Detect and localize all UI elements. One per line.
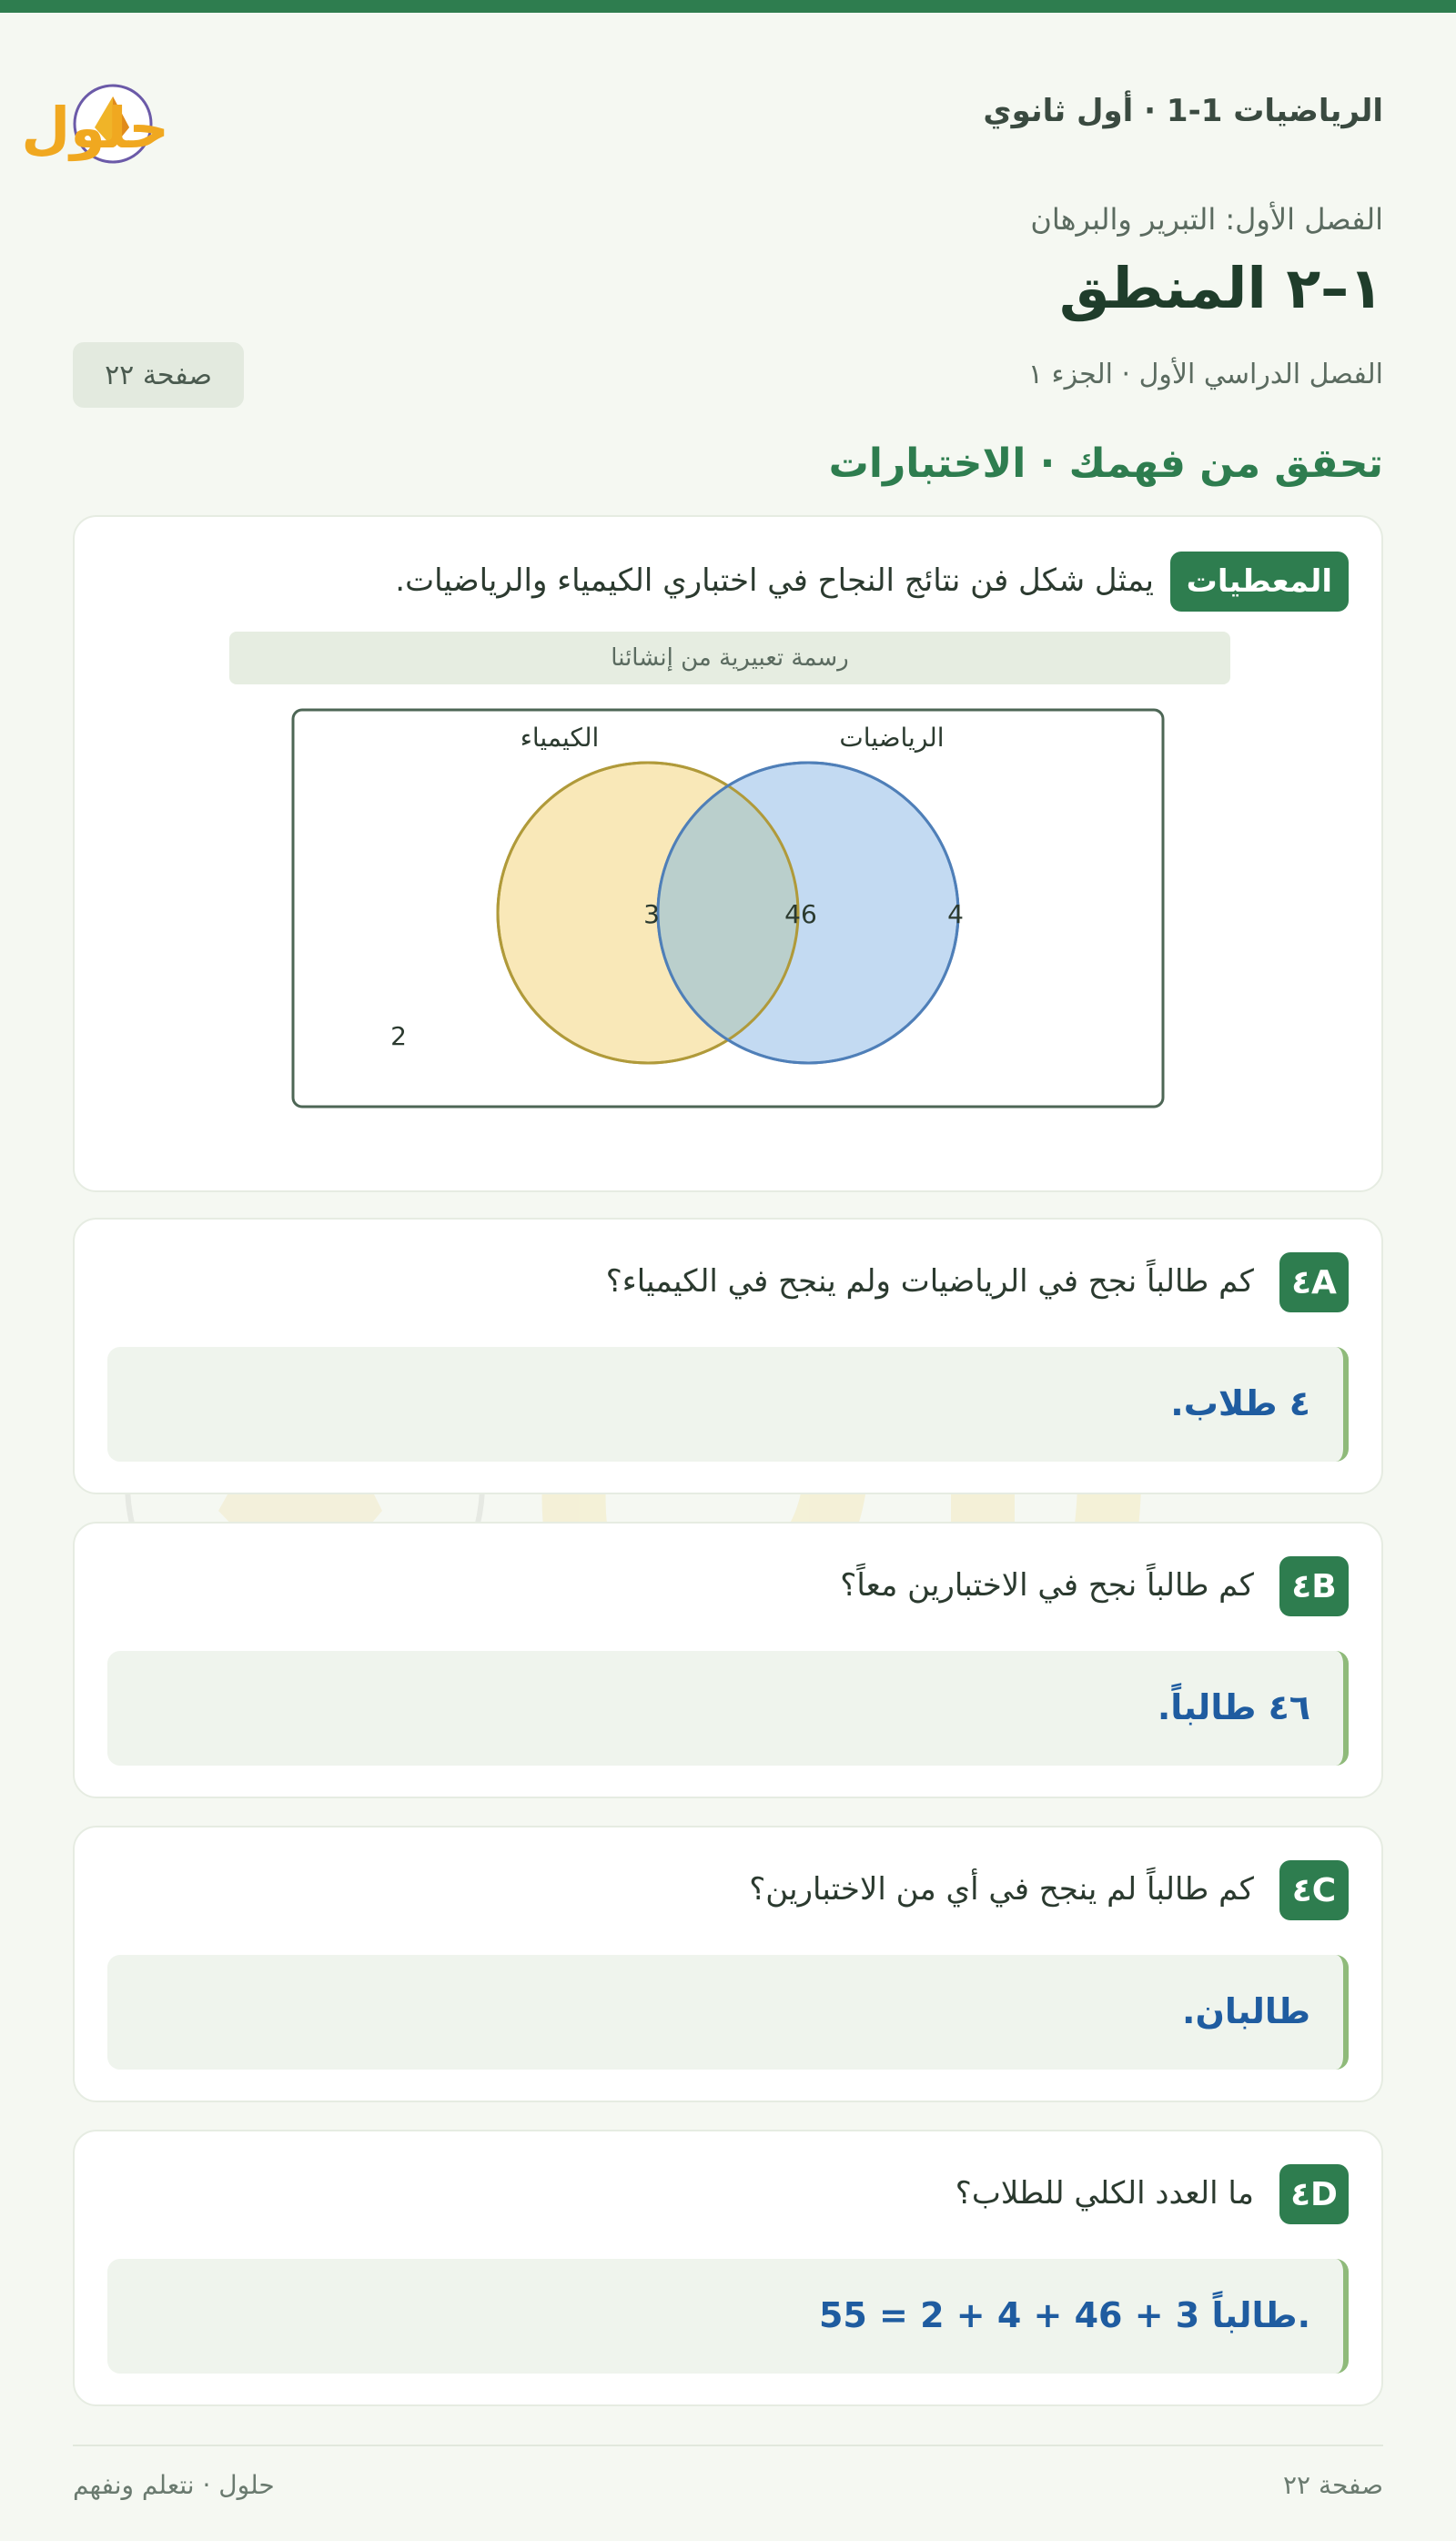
question-text: ما العدد الكلي للطلاب؟ (955, 2175, 1254, 2212)
question-card-4a (73, 1218, 1383, 1494)
answer-box (107, 2259, 1349, 2374)
question-card-4c (73, 1826, 1383, 2102)
logo-text: حلول (21, 95, 169, 161)
footer-brand: حلول · نتعلم ونفهم (73, 2470, 275, 2500)
footer-divider (73, 2445, 1383, 2446)
question-number-badge: ٤C (1279, 1860, 1349, 1920)
venn-value-math-only: 4 (947, 899, 964, 929)
question-text: كم طالباً لم ينجح في أي من الاختبارين؟ (749, 1871, 1254, 1908)
question-text: كم طالباً نجح في الاختبارين معاً؟ (840, 1567, 1254, 1604)
answer-box (107, 1347, 1349, 1462)
answer-text: طالبان. (1182, 1991, 1310, 2031)
given-card (73, 515, 1383, 1192)
section-title: تحقق من فهمك · الاختبارات (828, 440, 1383, 487)
venn-diagram (291, 708, 1165, 1109)
book-title: الرياضيات 1-1 · أول ثانوي (983, 93, 1383, 129)
venn-label-math: الرياضيات (839, 723, 945, 753)
venn-value-neither: 2 (390, 1021, 407, 1051)
question-number-badge: ٤A (1279, 1252, 1349, 1312)
question-number-badge: ٤D (1279, 2164, 1349, 2224)
hulul-logo[interactable] (21, 64, 337, 173)
page-badge: صفحة ٢٢ (73, 342, 244, 408)
top-accent-bar (0, 0, 1456, 13)
answer-text: ٤٦ طالباً. (1157, 1687, 1310, 1727)
page-header (21, 55, 1383, 173)
footer-page-number: صفحة ٢٢ (1282, 2470, 1383, 2500)
question-number-badge: ٤B (1279, 1556, 1349, 1616)
venn-label-chemistry: الكيمياء (520, 723, 600, 753)
venn-value-both: 46 (784, 899, 817, 929)
question-card-4d (73, 2130, 1383, 2406)
semester-label: الفصل الدراسي الأول · الجزء ١ (1027, 359, 1383, 390)
answer-box (107, 1651, 1349, 1766)
answer-text: ٤ طلاب. (1170, 1383, 1310, 1423)
answer-text: 55 = 2 + 4 + 46 + 3 طالباً. (818, 2295, 1310, 2335)
given-badge: المعطيات (1170, 552, 1349, 612)
illustration-caption: رسمة تعبيرية من إنشائنا (229, 632, 1230, 684)
chapter-label: الفصل الأول: التبرير والبرهان (1030, 202, 1383, 237)
given-text: يمثل شكل فن نتائج النجاح في اختباري الكيمياء والرياضيات. (395, 562, 1154, 599)
lesson-title: ١–٢ المنطق (1059, 255, 1383, 321)
answer-box (107, 1955, 1349, 2070)
question-card-4b (73, 1522, 1383, 1798)
venn-value-chemistry-only: 3 (643, 899, 660, 929)
question-text: كم طالباً نجح في الرياضيات ولم ينجح في الكيمياء؟ (605, 1263, 1254, 1300)
